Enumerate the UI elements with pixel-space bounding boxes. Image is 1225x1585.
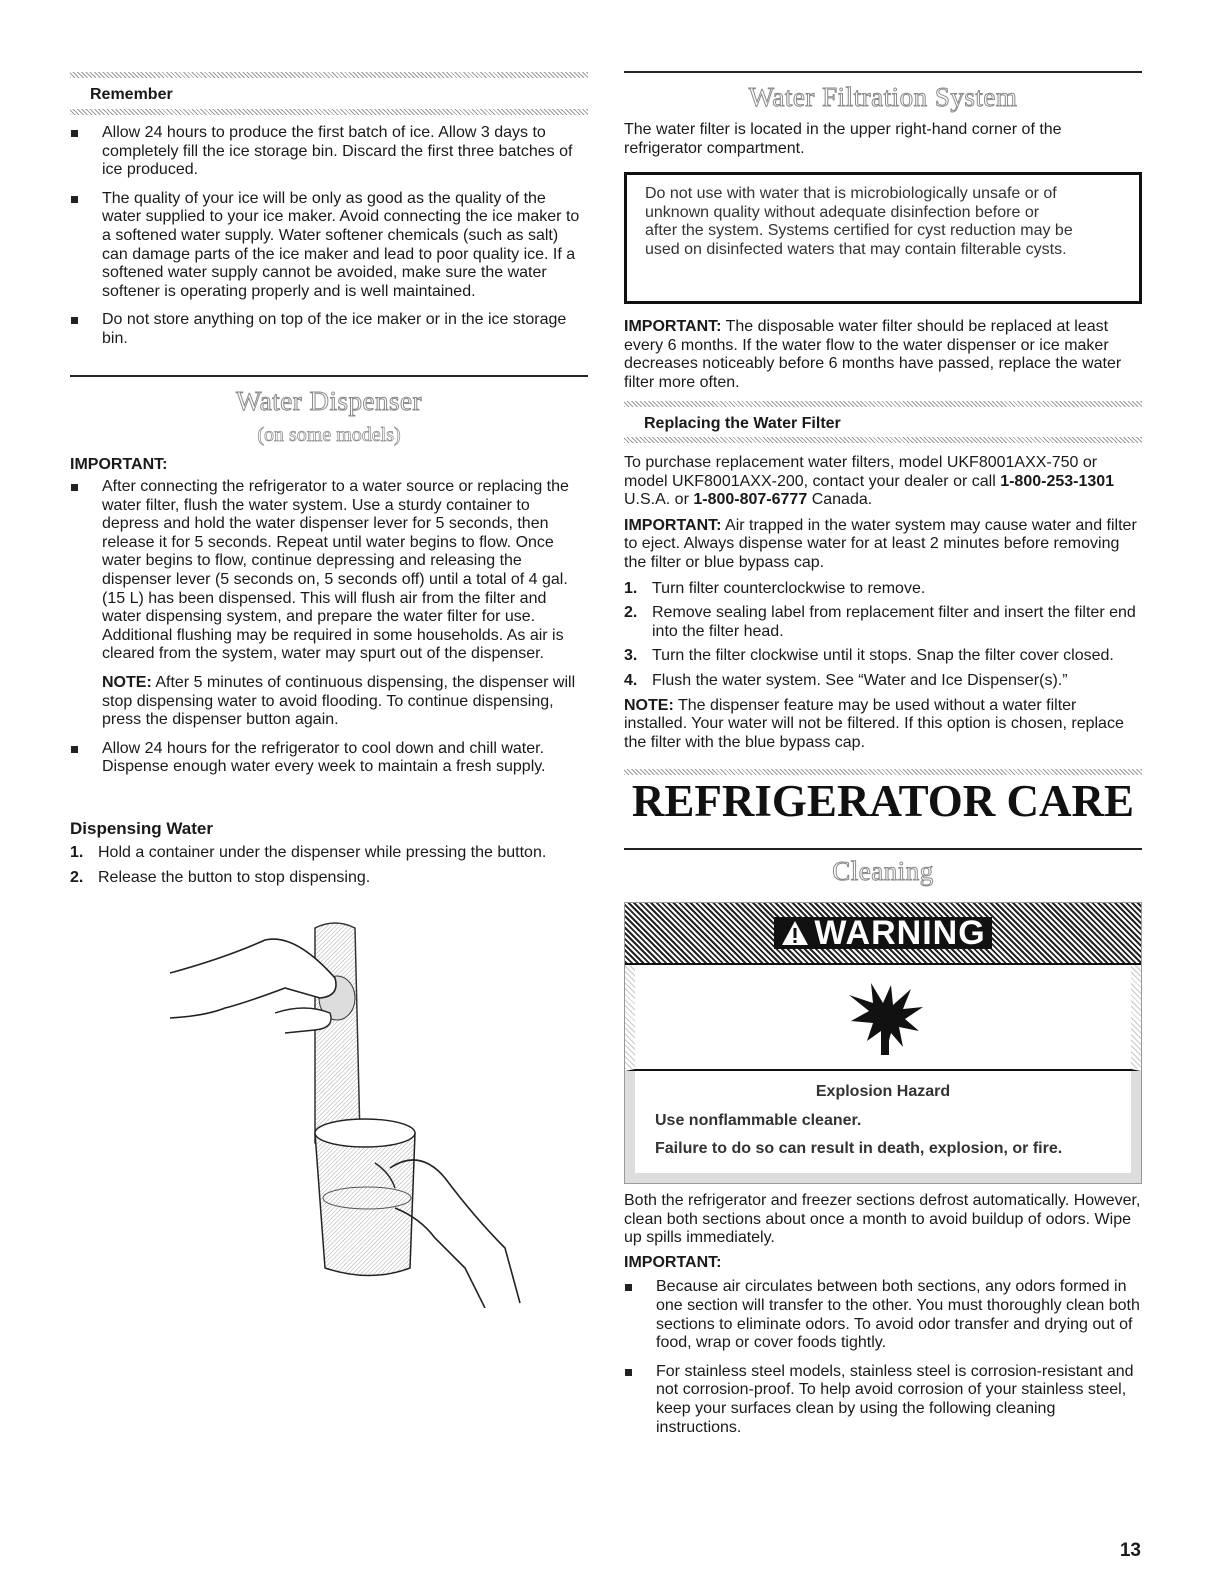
step-item (624, 604, 1142, 641)
note-label: NOTE: (102, 673, 152, 691)
care-divider (624, 769, 1142, 775)
warning-header (625, 903, 1141, 965)
dispensing-water-heading: Dispensing Water (70, 819, 213, 838)
remember-bottom-divider (70, 109, 588, 115)
list-item: For stainless steel models, stainless steel is corrosion-resistant and not corrosion-proof. To help avoid corrosion of your stainless steel, keep your surfaces clean by using the following cleaning instructions. (624, 1363, 1142, 1437)
important-label: IMPORTANT: (624, 318, 722, 335)
cleaning-paragraph: Both the refrigerator and freezer sections defrost automatically. However, clean both sections about once a month to avoid buildup of odors. Wipe up spills immediately. (624, 1192, 1141, 1247)
list-item: Do not store anything on top of the ice maker or in the ice storage bin. (70, 311, 588, 348)
step-text: Release the button to stop dispensing. (98, 868, 371, 886)
note-text: After 5 minutes of continuous dispensing, the dispenser will stop dispensing water to avoid flooding. To continue dispensing, press the dispenser button again. (102, 673, 576, 729)
step-text: Flush the water system. See “Water and Ice Dispenser(s).” (652, 671, 1068, 689)
note-text: The dispenser feature may be used without a water filter installed. Your water will not be filtered. If this option is chosen, replace the filter with the blue bypass cap. (624, 696, 1124, 751)
water-filtration-title: Water Filtration System (748, 82, 1018, 112)
page-number: 13 (1119, 1540, 1141, 1561)
water-dispenser-subtitle: (on some models) (257, 424, 401, 446)
list-item: After connecting the refrigerator to a water source or replacing the water filter, flush the water system. Use a sturdy container to depress and hold the water dispenser lever for 5 seconds, then release it for 5 seconds. Repeat until water begins to flow. Once water begins to flow, continue depressing and releasing the dispenser lever (5 seconds on, 5 seconds off) until a total of 4 gal. (15 L) has been dispensed. This will flush air from the filter and water dispensing system, and prepare the water filter for use. Additional flushing may be required in some households. As air is cleared from the system, water may spurt out of the dispenser. (70, 478, 588, 664)
list-item: Because air circulates between both sections, any odors formed in one section will transfer to the other. You must thoroughly clean both sections to eliminate odors. To avoid odor transfer and drying out of food, wrap or cover foods tightly. (624, 1278, 1142, 1352)
cleaning-body (624, 1192, 1142, 1445)
warning-title: WARNING (814, 913, 986, 952)
step-number: 1. (70, 844, 84, 861)
step-text: Turn filter counterclockwise to remove. (652, 579, 926, 597)
step-number: 1. (624, 579, 638, 597)
phone-us: 1-800-253-1301 (1000, 472, 1115, 490)
refrigerator-care-title: REFRIGERATOR CARE (631, 776, 1135, 826)
important-label: IMPORTANT: (70, 456, 168, 473)
replacing-important (624, 517, 1142, 573)
list-item: Allow 24 hours to produce the first batch of ice. Allow 3 days to completely fill the ice storage bin. Discard the first three batches of ice produced. (70, 124, 588, 180)
warning-label (774, 913, 991, 952)
section-divider (624, 848, 1142, 850)
important-label: IMPORTANT: (624, 516, 722, 534)
replacing-note (624, 697, 1142, 753)
warning-text (625, 1071, 1141, 1183)
step-item (624, 580, 1142, 599)
section-divider (70, 375, 588, 377)
dispenser-illustration (165, 918, 545, 1308)
warning-panel (624, 902, 1142, 1184)
remember-heading: Remember (90, 86, 173, 103)
hazard-line: Use nonflammable cleaner. (655, 1111, 862, 1129)
section-divider (624, 71, 1142, 73)
filtration-warning-box (624, 172, 1142, 304)
step-number: 2. (70, 868, 84, 886)
step-number: 3. (624, 647, 638, 665)
important-text: The disposable water filter should be replaced at least every 6 months. If the water flow to the water dispenser or ice maker decreases noticeably before 6 months have passed, replace the water filter more often. (624, 318, 1122, 391)
dispenser-list (70, 478, 588, 785)
filtration-important (624, 318, 1142, 392)
warning-triangle-icon (780, 919, 810, 947)
replacing-top-divider (624, 401, 1142, 407)
dispensing-steps (70, 844, 588, 893)
box-text: Do not use with water that is microbiologically unsafe or of unknown quality without adequate disinfection before or after the system. Systems certified for cyst reduction may be used on disinfected waters that may contain filterable cysts. (645, 185, 1073, 258)
step-item (70, 869, 588, 888)
step-text: Remove sealing label from replacement filter and insert the filter end into the filter head. (652, 604, 1136, 640)
phone-canada: 1-800-807-6777 (693, 491, 808, 509)
remember-top-divider (70, 72, 588, 78)
replacing-body (624, 454, 1142, 752)
cleaning-title: Cleaning (832, 856, 934, 886)
step-item (70, 844, 588, 863)
step-number: 2. (624, 604, 638, 622)
step-text: Turn the filter clockwise until it stops. Snap the filter cover closed. (652, 647, 1114, 665)
hazard-title: Explosion Hazard (815, 1083, 951, 1100)
purchase-text: To purchase replacement water filters, model UKF8001AXX-750 or model UKF8001AXX-200, contact your dealer or call (624, 454, 1098, 490)
replacing-bottom-divider (624, 437, 1142, 443)
remember-list (70, 124, 588, 357)
replacing-heading: Replacing the Water Filter (644, 415, 841, 432)
step-item (624, 647, 1142, 666)
important-text: Air trapped in the water system may cause water and filter to eject. Always dispense water for at least 2 minutes before removing the filter or blue bypass cap. (624, 516, 1137, 571)
note-label: NOTE: (624, 696, 674, 714)
important-label: IMPORTANT: (624, 1253, 722, 1271)
explosion-icon-area (625, 965, 1141, 1071)
dispenser-note (70, 674, 588, 730)
purchase-info (624, 454, 1142, 510)
explosion-icon (845, 981, 925, 1057)
canada-label: Canada. (811, 491, 873, 509)
step-number: 4. (624, 671, 638, 689)
water-dispenser-title: Water Dispenser (235, 386, 422, 416)
us-label: U.S.A. or (624, 491, 689, 509)
list-item: Allow 24 hours for the refrigerator to cool down and chill water. Dispense enough water every week to maintain a fresh supply. (70, 740, 588, 777)
filtration-intro: The water filter is located in the upper right-hand corner of the refrigerator compartment. (624, 121, 1062, 157)
step-item (624, 672, 1142, 691)
step-text: Hold a container under the dispenser while pressing the button. (98, 844, 547, 861)
list-item: The quality of your ice will be only as good as the quality of the water supplied to your ice maker. Avoid connecting the ice maker to a softened water supply. Water softener chemicals (such as salt) can damage parts of the ice maker and lead to poor quality ice. If a softened water supply cannot be avoided, make sure the water softener is operating properly and is well maintained. (70, 190, 588, 302)
hazard-line: Failure to do so can result in death, explosion, or fire. (655, 1140, 1063, 1158)
